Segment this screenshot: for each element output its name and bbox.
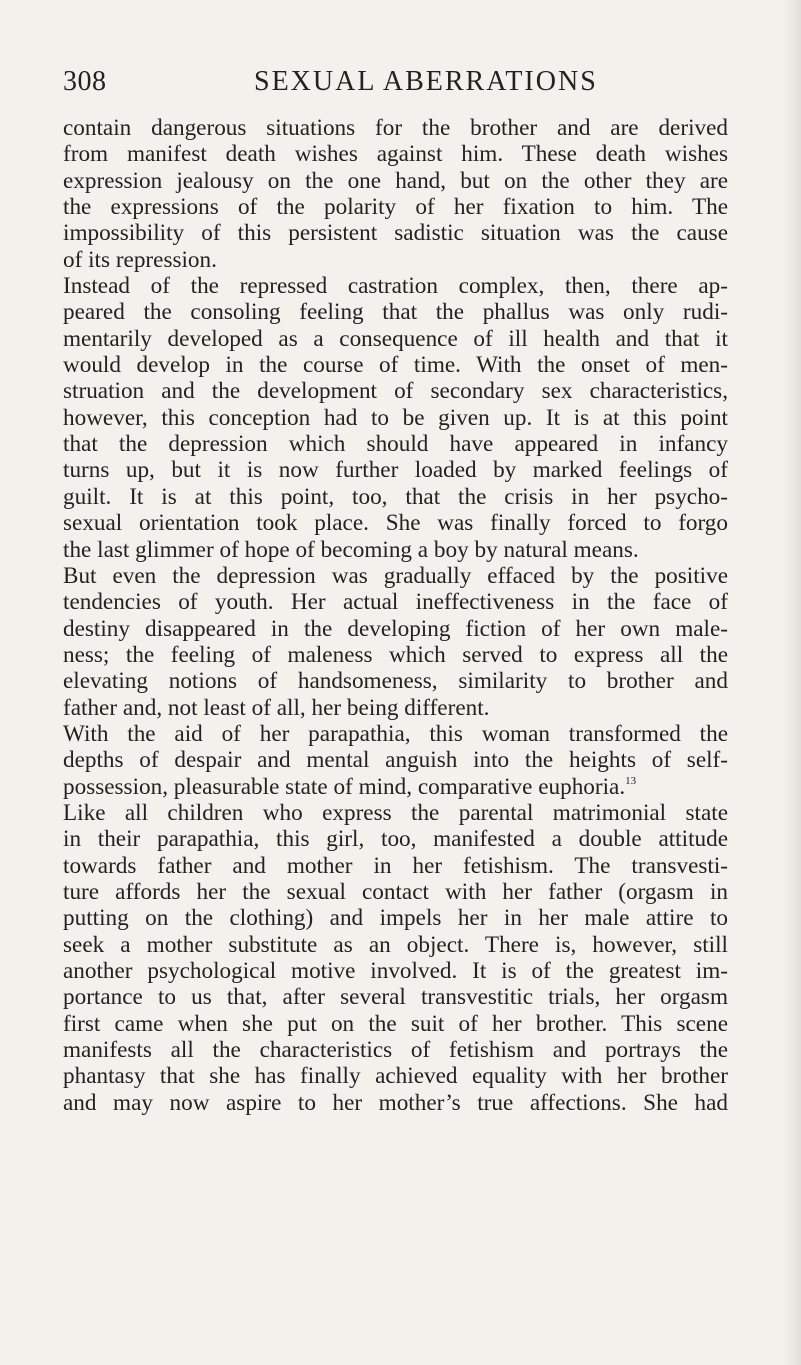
text-line: peared the consoling feeling that the phallus was only rudi- — [63, 299, 728, 326]
footnote-reference: 13 — [625, 774, 637, 787]
text-line: With the aid of her parapathia, this woman transformed the — [63, 720, 728, 747]
body-text — [63, 115, 728, 1116]
text-line: destiny disappeared in the developing fiction of her own male- — [63, 615, 728, 642]
page-number: 308 — [63, 66, 107, 97]
text-line: Instead of the repressed castration complex, then, there ap- — [63, 273, 728, 300]
text-line: manifests all the characteristics of fetishism and portrays the — [63, 1037, 728, 1064]
text-line: putting on the clothing) and impels her in her male attire to — [63, 905, 728, 932]
text-line: sexual orientation took place. She was finally forced to forgo — [63, 510, 728, 537]
running-title: SEXUAL ABERRATIONS — [254, 66, 598, 97]
text-line: ness; the feeling of maleness which served to express all the — [63, 641, 728, 668]
text-line: depths of despair and mental anguish into the heights of self- — [63, 747, 728, 774]
text-line: turns up, but it is now further loaded by marked feelings of — [63, 457, 728, 484]
text-line: another psychological motive involved. It is of the greatest im- — [63, 958, 728, 984]
text-line: ture affords her the sexual contact with her father (orgasm in — [63, 878, 728, 905]
text-line: first came when she put on the suit of her brother. This scene — [63, 1010, 728, 1037]
text-line: elevating notions of handsomeness, similarity to brother and — [63, 668, 728, 695]
text-line: would develop in the course of time. With the onset of men- — [63, 352, 728, 379]
text-line: of its repression. — [63, 246, 217, 273]
page-edge-shadow — [783, 0, 801, 1365]
text-line: the last glimmer of hope of becoming a boy by natural means. — [63, 536, 639, 563]
text-line: and may now aspire to her mother’s true affections. She had — [63, 1089, 728, 1116]
text-line: towards father and mother in her fetishism. The transvesti- — [63, 852, 728, 879]
text-line: tendencies of youth. Her actual ineffectiveness in the face of — [63, 589, 728, 616]
text-line: from manifest death wishes against him. These death wishes — [63, 141, 728, 168]
text-line: mentarily developed as a consequence of ill health and that it — [63, 325, 728, 352]
text-line: however, this conception had to be given up. It is at this point — [63, 404, 728, 431]
text-line: struation and the development of secondary sex characteristics, — [63, 378, 728, 405]
text-line: guilt. It is at this point, too, that the crisis in her psycho- — [63, 483, 728, 510]
text-line: the expressions of the polarity of her fixation to him. The — [63, 194, 728, 221]
text-line: But even the depression was gradually effaced by the positive — [63, 562, 728, 589]
text-line: that the depression which should have appeared in infancy — [63, 431, 728, 458]
text-line: portance to us that, after several transvestitic trials, her orgasm — [63, 984, 728, 1011]
text-line-content: possession, pleasurable state of mind, comparative euphoria. — [63, 773, 626, 800]
text-line: in their parapathia, this girl, too, manifested a double attitude — [63, 826, 728, 853]
text-line: father and, not least of all, her being different. — [63, 694, 490, 721]
text-line: expression jealousy on the one hand, but on the other they are — [63, 167, 728, 194]
text-line: seek a mother substitute as an object. There is, however, still — [63, 931, 728, 958]
text-line: Like all children who express the parental matrimonial state — [63, 799, 728, 826]
text-line-with-footnote — [63, 774, 728, 800]
text-line: impossibility of this persistent sadistic situation was the cause — [63, 220, 728, 247]
text-line: contain dangerous situations for the brother and are derived — [63, 115, 728, 141]
running-head — [63, 66, 723, 106]
text-line: phantasy that she has finally achieved equality with her brother — [63, 1063, 728, 1090]
